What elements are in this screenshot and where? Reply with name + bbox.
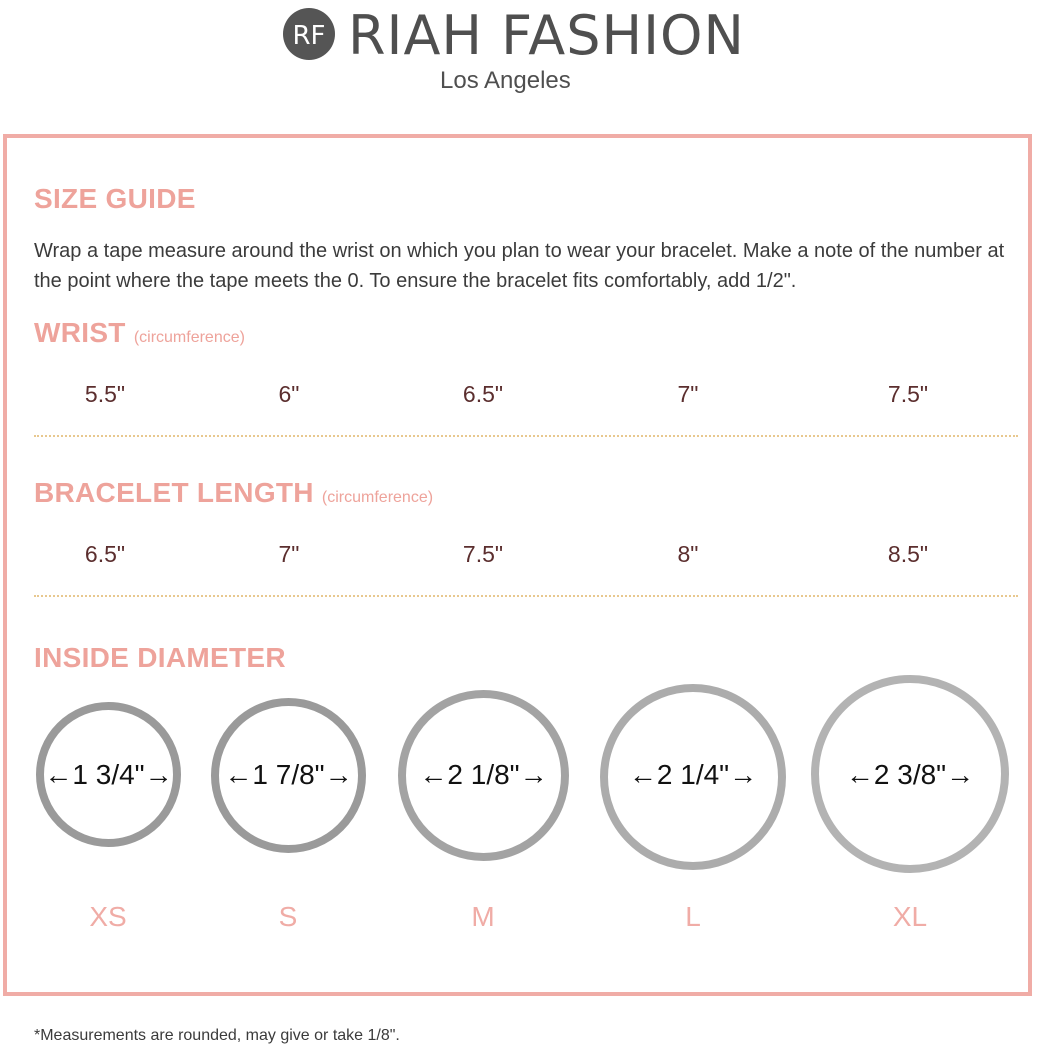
wrist-value-1: 5.5" xyxy=(84,381,126,407)
bracelet-value-4: 8" xyxy=(677,541,699,567)
brand-name: RIAH FASHION xyxy=(348,4,745,67)
bracelet-value-2: 7" xyxy=(278,541,300,567)
wrist-value-2: 6" xyxy=(278,381,300,407)
size-letter-xs: XS xyxy=(89,901,127,932)
wrist-value-5: 7.5" xyxy=(887,381,929,407)
diameter-m: ←2 1/8"→ xyxy=(419,759,548,790)
brand-city: Los Angeles xyxy=(440,67,571,94)
diameter-s: ←1 7/8"→ xyxy=(224,759,353,790)
diameter-xl: ←2 3/8"→ xyxy=(845,759,975,790)
wrist-sub: (circumference) xyxy=(133,329,245,346)
diameter-xs: ←1 3/4"→ xyxy=(44,759,173,790)
brand-header xyxy=(0,0,1043,110)
riah-logo-icon xyxy=(281,6,337,62)
wrist-heading xyxy=(34,316,245,355)
diameter-l: ←2 1/4"→ xyxy=(628,759,758,790)
bracelet-heading xyxy=(34,476,433,515)
divider xyxy=(34,595,1018,597)
bracelet-sub: (circumference) xyxy=(321,489,434,506)
size-guide-title: SIZE GUIDE xyxy=(34,183,196,214)
bracelet-value-1: 6.5" xyxy=(84,541,126,567)
wrist-value-4: 7" xyxy=(677,381,699,407)
wrist-label: WRIST xyxy=(34,317,126,348)
size-letter-l: L xyxy=(685,901,701,932)
diameter-heading: INSIDE DIAMETER xyxy=(34,642,286,673)
size-letter-xl: XL xyxy=(892,901,928,932)
bracelet-value-5: 8.5" xyxy=(887,541,929,567)
divider xyxy=(34,435,1018,437)
size-letter-m: M xyxy=(471,901,495,932)
size-letter-s: S xyxy=(278,901,298,932)
svg-text:RF: RF xyxy=(292,21,326,51)
wrist-value-3: 6.5" xyxy=(462,381,504,407)
bracelet-value-3: 7.5" xyxy=(462,541,504,567)
footnote: *Measurements are rounded, may give or take 1/8". xyxy=(34,1027,400,1044)
bracelet-label: BRACELET LENGTH xyxy=(34,477,314,508)
measure-instructions: Wrap a tape measure around the wrist on which you plan to wear your bracelet. Make a note of the number at the point where the tape meets the 0. To ensure the bracelet fits comfortably, add 1/2". xyxy=(34,240,1005,292)
